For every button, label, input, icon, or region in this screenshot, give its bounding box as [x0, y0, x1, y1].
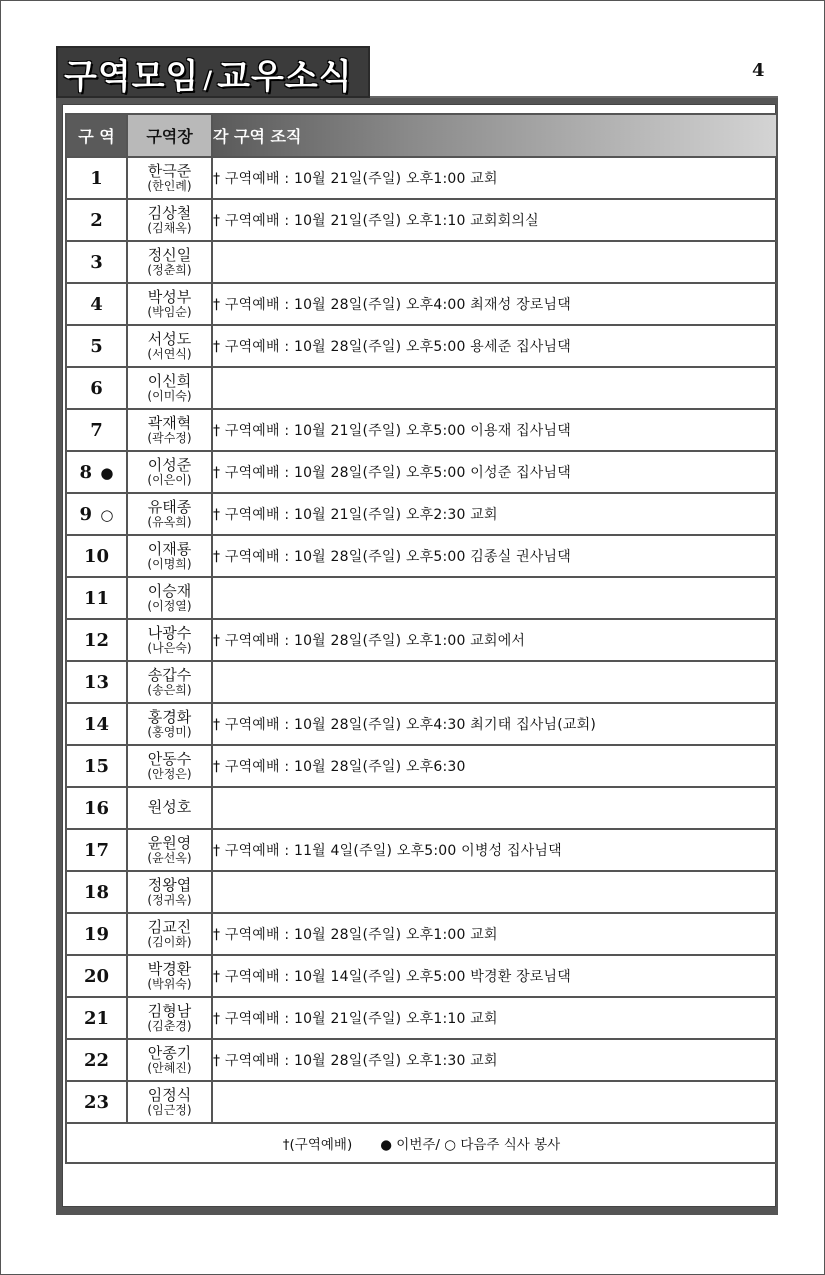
content-frame-inner: [62, 104, 776, 1207]
group-leader-name: 서성도: [147, 329, 192, 348]
group-leader-spouse: (안정은): [147, 766, 192, 781]
group-leader-name: 곽재혁: [147, 413, 192, 432]
group-leader-cell: [127, 703, 212, 745]
group-number: 18: [83, 881, 110, 903]
group-number: 10: [83, 545, 110, 567]
group-number-cell: [66, 703, 127, 745]
group-leader-spouse: (박임순): [147, 304, 192, 319]
table-row: [66, 829, 777, 871]
legend-cross: †(구역예배): [282, 1137, 353, 1153]
group-leader-name: 이재룡: [147, 539, 192, 558]
content-frame: [56, 98, 778, 1215]
group-schedule: † 구역예배 : 10월 28일(주일) 오후1:30 교회: [212, 1039, 777, 1081]
group-leader-name: 송갑수: [147, 665, 192, 684]
group-leader-cell: [127, 871, 212, 913]
group-number: 13: [83, 671, 110, 693]
group-leader-spouse: (송은희): [147, 682, 192, 697]
group-leader-name: 안종기: [147, 1043, 192, 1062]
group-leader-name: 김형남: [147, 1001, 192, 1020]
table-row: [66, 745, 777, 787]
group-schedule: [212, 367, 777, 409]
group-number-cell: [66, 325, 127, 367]
column-header-leader: 구역장: [127, 114, 212, 157]
group-leader-cell: [127, 367, 212, 409]
group-number-cell: [66, 199, 127, 241]
filled-circle-icon: ●: [100, 463, 114, 482]
group-number-cell: [66, 241, 127, 283]
group-number-cell: [66, 871, 127, 913]
table-row: [66, 619, 777, 661]
group-schedule: † 구역예배 : 10월 21일(주일) 오후5:00 이용재 집사님댁: [212, 409, 777, 451]
group-schedule: [212, 577, 777, 619]
table-row: [66, 199, 777, 241]
page-number: 4: [752, 60, 765, 81]
group-number-cell: [66, 1039, 127, 1081]
group-number: 2: [90, 209, 103, 231]
group-number-cell: [66, 787, 127, 829]
group-number: 20: [83, 965, 110, 987]
group-leader-name: 임정식: [147, 1085, 192, 1104]
group-leader-spouse: (이정열): [147, 598, 192, 613]
table-row: [66, 997, 777, 1039]
table-row: [66, 787, 777, 829]
group-schedule: † 구역예배 : 10월 28일(주일) 오후5:00 김종실 권사님댁: [212, 535, 777, 577]
group-leader-cell: [127, 787, 212, 829]
title-main: 구역모임: [64, 57, 200, 97]
group-leader-name: 안동수: [147, 749, 192, 768]
table-row: [66, 871, 777, 913]
group-number-cell: [66, 1081, 127, 1123]
group-number-cell: [66, 829, 127, 871]
table-row: [66, 157, 777, 199]
group-leader-cell: [127, 913, 212, 955]
group-number: 1: [90, 167, 103, 189]
group-leader-spouse: (곽수정): [147, 430, 192, 445]
group-table: [65, 113, 778, 1164]
table-row: [66, 703, 777, 745]
group-leader-spouse: (한인례): [147, 178, 192, 193]
group-leader-cell: [127, 661, 212, 703]
group-leader-cell: [127, 241, 212, 283]
group-schedule: † 구역예배 : 11월 4일(주일) 오후5:00 이병성 집사님댁: [212, 829, 777, 871]
table-row: [66, 661, 777, 703]
group-schedule: † 구역예배 : 10월 28일(주일) 오후5:00 이성준 집사님댁: [212, 451, 777, 493]
table-row: [66, 1039, 777, 1081]
group-number: 11: [83, 587, 110, 609]
group-number-cell: [66, 283, 127, 325]
group-leader-name: 나광수: [147, 623, 192, 642]
group-schedule: [212, 241, 777, 283]
group-leader-cell: [127, 157, 212, 199]
group-leader-name: 원성호: [147, 798, 192, 817]
group-number-cell: [66, 157, 127, 199]
group-leader-spouse: (나은숙): [147, 640, 192, 655]
group-schedule: † 구역예배 : 10월 28일(주일) 오후4:30 최기태 집사님(교회): [212, 703, 777, 745]
group-number: 8: [79, 461, 93, 483]
group-leader-cell: [127, 409, 212, 451]
group-number: 21: [83, 1007, 110, 1029]
group-schedule: [212, 871, 777, 913]
group-leader-cell: [127, 325, 212, 367]
group-schedule: † 구역예배 : 10월 21일(주일) 오후1:00 교회: [212, 157, 777, 199]
group-leader-cell: [127, 829, 212, 871]
group-number-cell: [66, 409, 127, 451]
group-number-cell: [66, 955, 127, 997]
group-leader-cell: [127, 577, 212, 619]
group-leader-name: 유태종: [147, 497, 192, 516]
group-leader-spouse: (이은이): [147, 472, 192, 487]
group-leader-cell: [127, 535, 212, 577]
column-header-organization: 각 구역 조직: [212, 114, 777, 157]
group-leader-spouse: (정춘희): [147, 262, 192, 277]
group-leader-spouse: (윤선옥): [147, 850, 192, 865]
group-leader-spouse: (안혜진): [147, 1060, 192, 1075]
group-leader-cell: [127, 745, 212, 787]
group-leader-name: 이승재: [147, 581, 192, 600]
group-leader-cell: [127, 619, 212, 661]
table-header-row: [66, 114, 777, 157]
group-number: 23: [83, 1091, 110, 1113]
group-schedule: † 구역예배 : 10월 21일(주일) 오후2:30 교회: [212, 493, 777, 535]
group-schedule: † 구역예배 : 10월 28일(주일) 오후1:00 교회에서: [212, 619, 777, 661]
group-leader-name: 김교진: [147, 917, 192, 936]
section-title-banner: [56, 46, 370, 98]
group-leader-cell: [127, 199, 212, 241]
group-number: 3: [90, 251, 103, 273]
group-leader-spouse: (김춘경): [147, 1018, 192, 1033]
group-leader-cell: [127, 1039, 212, 1081]
title-slash: /: [203, 66, 214, 94]
group-leader-spouse: (박위숙): [147, 976, 192, 991]
group-leader-name: 박성부: [147, 287, 192, 306]
open-circle-icon: ○: [100, 505, 114, 524]
group-schedule: † 구역예배 : 10월 14일(주일) 오후5:00 박경환 장로님댁: [212, 955, 777, 997]
table-row: [66, 913, 777, 955]
table-row: [66, 955, 777, 997]
group-leader-cell: [127, 283, 212, 325]
group-number-cell: [66, 577, 127, 619]
group-leader-spouse: (홍영미): [147, 724, 192, 739]
group-schedule: † 구역예배 : 10월 28일(주일) 오후4:00 최재성 장로님댁: [212, 283, 777, 325]
group-number-cell: [66, 997, 127, 1039]
group-leader-name: 이신희: [147, 371, 192, 390]
group-schedule: [212, 661, 777, 703]
table-row: [66, 283, 777, 325]
group-leader-cell: [127, 451, 212, 493]
group-leader-spouse: (김이화): [147, 934, 192, 949]
group-number-cell: [66, 535, 127, 577]
group-leader-spouse: (이미숙): [147, 388, 192, 403]
group-leader-name: 윤원영: [147, 833, 192, 852]
group-leader-cell: [127, 955, 212, 997]
group-number: 6: [90, 377, 103, 399]
group-number-cell: [66, 745, 127, 787]
group-schedule: [212, 787, 777, 829]
group-schedule: † 구역예배 : 10월 28일(주일) 오후5:00 용세준 집사님댁: [212, 325, 777, 367]
group-number: 4: [90, 293, 103, 315]
group-leader-spouse: (김채옥): [147, 220, 192, 235]
group-number-cell: [66, 661, 127, 703]
group-number-cell: [66, 451, 127, 493]
legend-meal-service: ● 이번주/ ○ 다음주 식사 봉사: [380, 1137, 561, 1153]
group-leader-name: 한극준: [147, 161, 192, 180]
group-number: 12: [83, 629, 110, 651]
group-leader-spouse: (유옥희): [147, 514, 192, 529]
table-row: [66, 1081, 777, 1123]
group-number-cell: [66, 619, 127, 661]
title-sub: 교우소식: [217, 57, 353, 97]
table-row: [66, 493, 777, 535]
group-leader-cell: [127, 997, 212, 1039]
group-number-cell: [66, 367, 127, 409]
section-title: [64, 49, 353, 98]
group-leader-cell: [127, 493, 212, 535]
group-leader-name: 박경환: [147, 959, 192, 978]
group-leader-spouse: (임근정): [147, 1102, 192, 1117]
group-number: 22: [83, 1049, 110, 1071]
legend-row: [66, 1123, 777, 1163]
group-schedule: † 구역예배 : 10월 21일(주일) 오후1:10 교회: [212, 997, 777, 1039]
table-row: [66, 325, 777, 367]
group-number: 15: [83, 755, 110, 777]
group-leader-name: 홍경화: [147, 707, 192, 726]
group-schedule: [212, 1081, 777, 1123]
legend-cell: [66, 1123, 777, 1163]
group-schedule: † 구역예배 : 10월 28일(주일) 오후1:00 교회: [212, 913, 777, 955]
group-number: 16: [83, 797, 110, 819]
column-header-group: 구 역: [66, 114, 127, 157]
group-leader-cell: [127, 1081, 212, 1123]
group-number: 5: [90, 335, 103, 357]
group-number-cell: [66, 913, 127, 955]
group-number: 9: [79, 503, 93, 525]
table-row: [66, 535, 777, 577]
group-schedule: † 구역예배 : 10월 21일(주일) 오후1:10 교회회의실: [212, 199, 777, 241]
group-schedule: † 구역예배 : 10월 28일(주일) 오후6:30: [212, 745, 777, 787]
group-number: 17: [83, 839, 110, 861]
group-number: 19: [83, 923, 110, 945]
group-leader-name: 이성준: [147, 455, 192, 474]
group-leader-spouse: (정귀옥): [147, 892, 192, 907]
group-number-cell: [66, 493, 127, 535]
group-leader-spouse: (이명희): [147, 556, 192, 571]
group-leader-name: 김상철: [147, 203, 192, 222]
group-number: 7: [90, 419, 103, 441]
group-leader-name: 정왕엽: [147, 875, 192, 894]
group-number: 14: [83, 713, 110, 735]
table-row: [66, 241, 777, 283]
table-row: [66, 451, 777, 493]
group-leader-spouse: (서연식): [147, 346, 192, 361]
group-leader-name: 정신일: [147, 245, 192, 264]
table-row: [66, 367, 777, 409]
table-row: [66, 409, 777, 451]
table-row: [66, 577, 777, 619]
